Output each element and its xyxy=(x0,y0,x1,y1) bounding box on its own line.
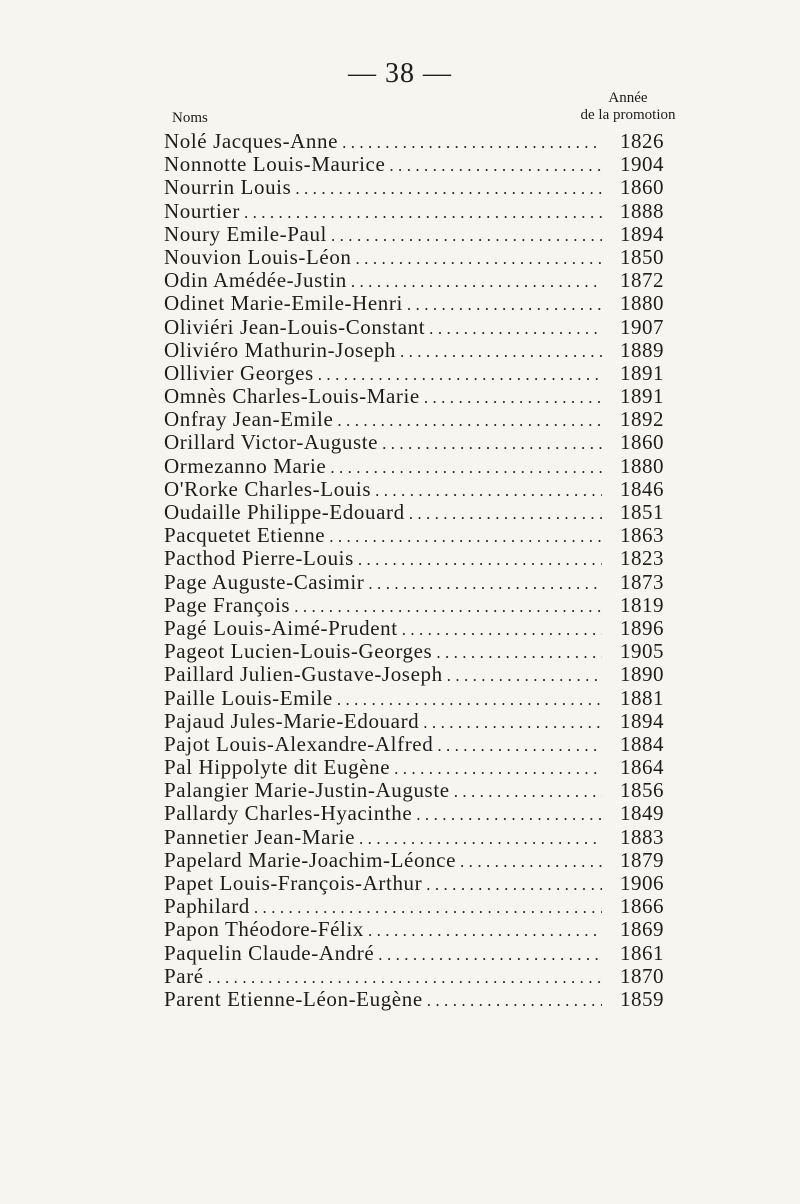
dot-leader xyxy=(244,201,602,224)
entry-year: 1880 xyxy=(620,453,664,478)
entry-year: 1907 xyxy=(620,314,664,339)
entry-year: 1850 xyxy=(620,244,664,269)
entry-name: Pajaud Jules-Marie-Edouard xyxy=(164,708,420,733)
year-header-line1: Année xyxy=(608,90,648,106)
entry-year: 1904 xyxy=(620,152,664,177)
dot-leader xyxy=(460,850,602,873)
entry-year: 1863 xyxy=(620,523,664,548)
dot-leader xyxy=(382,432,602,455)
dot-leader xyxy=(294,595,602,618)
dot-leader xyxy=(368,572,602,595)
entry-year: 1866 xyxy=(620,894,664,919)
entry-year: 1889 xyxy=(620,337,664,362)
dot-leader xyxy=(351,270,602,293)
list-item xyxy=(164,385,664,408)
entry-name: Pagé Louis-Aimé-Prudent xyxy=(164,615,398,640)
list-item xyxy=(164,663,664,686)
entry-year: 1894 xyxy=(620,221,664,246)
dot-leader xyxy=(329,525,602,548)
entry-name: Paillard Julien-Gustave-Joseph xyxy=(164,662,443,687)
list-item xyxy=(164,965,664,988)
list-item xyxy=(164,153,664,176)
entry-name: Oliviéro Mathurin-Joseph xyxy=(164,337,396,362)
names-column-header: Noms xyxy=(172,110,208,126)
dot-leader xyxy=(342,131,602,154)
entry-name: Paphilard xyxy=(164,894,250,919)
entry-name: Nourrin Louis xyxy=(164,175,292,200)
entry-name: Pannetier Jean-Marie xyxy=(164,824,356,849)
entry-name: Ormezanno Marie xyxy=(164,453,327,478)
dot-leader xyxy=(416,803,602,826)
list-item xyxy=(164,501,664,524)
dot-leader xyxy=(424,386,602,409)
entry-year: 1851 xyxy=(620,500,664,524)
entry-name: Papelard Marie-Joachim-Léonce xyxy=(164,847,457,872)
dot-leader xyxy=(356,247,602,270)
entry-name: Pallardy Charles-Hyacinthe xyxy=(164,801,413,826)
list-item xyxy=(164,200,664,223)
list-item xyxy=(164,478,664,501)
entry-year: 1890 xyxy=(620,662,664,687)
dot-leader xyxy=(295,177,602,200)
dot-leader xyxy=(368,919,602,942)
entry-name: Papon Théodore-Félix xyxy=(164,917,364,942)
dot-leader xyxy=(378,943,602,966)
list-item xyxy=(164,316,664,339)
entry-year: 1860 xyxy=(620,430,664,455)
dot-leader xyxy=(427,989,602,1012)
list-item xyxy=(164,524,664,547)
entry-year: 1879 xyxy=(620,847,664,872)
dot-leader xyxy=(358,548,602,571)
list-item xyxy=(164,455,664,478)
entry-year: 1823 xyxy=(620,546,664,571)
list-item xyxy=(164,362,664,385)
dot-leader xyxy=(409,502,602,525)
entry-name: Onfray Jean-Emile xyxy=(164,407,334,432)
list-item xyxy=(164,431,664,454)
entry-year: 1884 xyxy=(620,731,664,756)
entry-year: 1891 xyxy=(620,384,664,409)
list-item xyxy=(164,849,664,872)
dot-leader xyxy=(447,664,602,687)
list-item xyxy=(164,408,664,431)
entry-year: 1846 xyxy=(620,476,664,501)
list-item xyxy=(164,826,664,849)
dot-leader xyxy=(359,827,602,850)
entry-year: 1880 xyxy=(620,291,664,316)
list-item xyxy=(164,872,664,895)
list-item xyxy=(164,223,664,246)
dot-leader xyxy=(318,363,602,386)
dot-leader xyxy=(426,873,602,896)
entry-name: Odinet Marie-Emile-Henri xyxy=(164,291,403,316)
entry-year: 1826 xyxy=(620,129,664,153)
entry-year: 1869 xyxy=(620,917,664,942)
entry-name: Noury Emile-Paul xyxy=(164,221,327,246)
entry-name: Pajot Louis-Alexandre-Alfred xyxy=(164,731,434,756)
list-item xyxy=(164,292,664,315)
dot-leader xyxy=(394,757,602,780)
entry-name: Pacquetet Etienne xyxy=(164,523,326,548)
entry-year: 1872 xyxy=(620,268,664,293)
entry-year: 1861 xyxy=(620,940,664,965)
entry-year: 1905 xyxy=(620,639,664,664)
list-item xyxy=(164,779,664,802)
list-item xyxy=(164,733,664,756)
entry-year: 1892 xyxy=(620,407,664,432)
entry-name: Nonnotte Louis-Maurice xyxy=(164,152,386,177)
entry-year: 1856 xyxy=(620,778,664,803)
entry-name: Nouvion Louis-Léon xyxy=(164,244,352,269)
entry-name: Nourtier xyxy=(164,198,240,223)
entry-name: Orillard Victor-Auguste xyxy=(164,430,379,455)
entry-name: Paille Louis-Emile xyxy=(164,685,333,710)
dot-leader xyxy=(208,966,602,989)
dot-leader xyxy=(337,409,602,432)
dot-leader xyxy=(331,224,602,247)
list-item xyxy=(164,710,664,733)
entry-name: Oliviéri Jean-Louis-Constant xyxy=(164,314,426,339)
list-item xyxy=(164,687,664,710)
list-item xyxy=(164,895,664,918)
dot-leader xyxy=(423,711,602,734)
list-item xyxy=(164,942,664,965)
entry-year: 1849 xyxy=(620,801,664,826)
entry-name: Pacthod Pierre-Louis xyxy=(164,546,354,571)
dot-leader xyxy=(254,896,602,919)
entry-name: Ollivier Georges xyxy=(164,360,314,385)
entry-name: Paré xyxy=(164,963,204,988)
entry-year: 1881 xyxy=(620,685,664,710)
entry-year: 1860 xyxy=(620,175,664,200)
year-column-header xyxy=(548,90,708,124)
year-header-line2: de la promotion xyxy=(580,107,676,123)
entry-year: 1873 xyxy=(620,569,664,594)
list-item xyxy=(164,176,664,199)
entry-year: 1883 xyxy=(620,824,664,849)
entry-year: 1819 xyxy=(620,592,664,617)
list-item xyxy=(164,246,664,269)
entry-name: Page Auguste-Casimir xyxy=(164,569,365,594)
dot-leader xyxy=(429,317,602,340)
entries-list xyxy=(164,130,664,1011)
list-item xyxy=(164,802,664,825)
list-item xyxy=(164,617,664,640)
dot-leader xyxy=(436,641,602,664)
entry-year: 1859 xyxy=(620,986,664,1011)
list-item xyxy=(164,547,664,570)
list-item xyxy=(164,988,664,1011)
list-item xyxy=(164,594,664,617)
list-item xyxy=(164,640,664,663)
entry-name: Page François xyxy=(164,592,291,617)
entry-name: Nolé Jacques-Anne xyxy=(164,129,339,153)
entry-name: Omnès Charles-Louis-Marie xyxy=(164,384,420,409)
dot-leader xyxy=(454,780,602,803)
page-number: — 38 — xyxy=(348,58,452,89)
dot-leader xyxy=(389,154,602,177)
entry-year: 1906 xyxy=(620,871,664,895)
entry-name: Pal Hippolyte dit Eugène xyxy=(164,755,391,780)
list-item xyxy=(164,339,664,362)
entry-name: Oudaille Philippe-Edouard xyxy=(164,500,405,524)
entry-year: 1896 xyxy=(620,615,664,640)
entry-name: Parent Etienne-Léon-Eugène xyxy=(164,986,423,1011)
entry-name: Palangier Marie-Justin-Auguste xyxy=(164,778,450,803)
entry-name: Paquelin Claude-André xyxy=(164,940,375,965)
entry-name: Pageot Lucien-Louis-Georges xyxy=(164,639,433,664)
list-item xyxy=(164,130,664,153)
entry-year: 1870 xyxy=(620,963,664,988)
dot-leader xyxy=(400,340,602,363)
dot-leader xyxy=(402,618,602,641)
list-item xyxy=(164,918,664,941)
list-item xyxy=(164,269,664,292)
dot-leader xyxy=(407,293,602,316)
dot-leader xyxy=(330,456,602,479)
dot-leader xyxy=(437,734,602,757)
list-item xyxy=(164,571,664,594)
entry-year: 1888 xyxy=(620,198,664,223)
entry-name: Odin Amédée-Justin xyxy=(164,268,347,293)
entry-year: 1891 xyxy=(620,360,664,385)
list-item xyxy=(164,756,664,779)
dot-leader xyxy=(375,479,602,502)
entry-year: 1894 xyxy=(620,708,664,733)
dot-leader xyxy=(337,688,602,711)
entry-name: Papet Louis-François-Arthur xyxy=(164,871,423,895)
entry-year: 1864 xyxy=(620,755,664,780)
entry-name: O'Rorke Charles-Louis xyxy=(164,476,372,501)
